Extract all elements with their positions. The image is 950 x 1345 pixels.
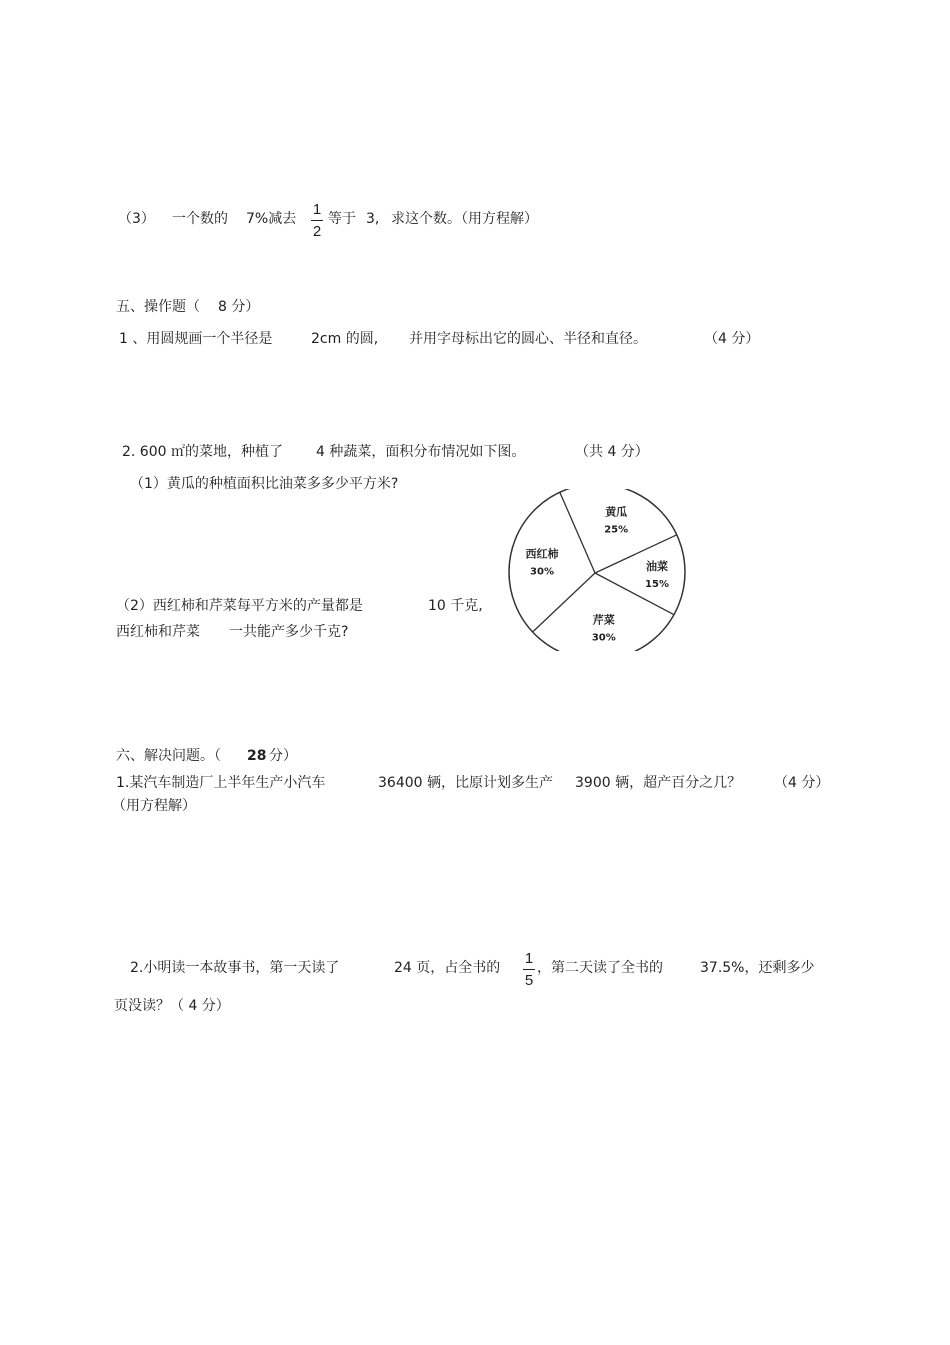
q3-label: （3） [118,211,155,227]
s6-p1-text-1: 1.某汽车制造厂上半年生产小汽车 [116,775,326,791]
q3-text-5: 求这个数。（用方程解） [391,211,538,227]
pie-slice-value-label: 25% [604,524,629,536]
s5-item1-points: （4 分） [704,331,760,347]
q3-fraction-numerator: 1 [312,201,322,218]
s5-item2-points: （共 4 分） [575,444,649,460]
pie-slice-boundary [560,492,595,573]
s5-item1-text-1: 1 、用圆规画一个半径是 [119,331,273,347]
q3-fraction [311,202,323,239]
section5-heading-points: 8 分） [218,299,260,315]
pie-slice-value-label: 30% [591,632,616,644]
s6-p2-fraction [523,951,535,988]
pie-slice-label: 芹菜 [592,613,615,627]
q3-text-2: 7%减去 [246,211,297,227]
s5-item2-text-2: 4 种蔬菜，面积分布情况如下图。 [316,444,526,460]
section5-heading: 五、操作题（ [116,299,200,315]
s5-item1-text-2: 2cm 的圆, [311,331,379,347]
section6-heading-points: 28 [247,748,267,764]
s6-p2-text-1: 2.小明读一本故事书，第一天读了 [130,960,340,976]
fraction-bar [523,969,535,970]
s6-p2-text-3: ，第二天读了全书的 [537,960,663,976]
section6-heading: 六、解决问题。（ [116,748,221,764]
section6-heading-end: 分） [269,748,297,764]
pie-slice-value-label: 30% [530,566,554,578]
fraction-bar [311,220,323,221]
s6-p2-text-4: 37.5%，还剩多少 [700,960,815,976]
s5-item2-text-1: 2. 600 ㎡的菜地，种植了 [122,444,283,460]
q3-text-4: 3, [366,211,380,227]
s5-sub-question-2-text-1: （2）西红柿和芹菜每平方米的产量都是 [116,598,363,614]
s6-p1-points: （4 分） [774,775,830,791]
s5-item1-text-3: 并用字母标出它的圆心、半径和直径。 [409,331,647,347]
pie-slice-value-label: 15% [645,579,669,591]
s6-p2-text-2: 24 页，占全书的 [394,960,501,976]
s5-sub-question-2-text-3: 西红柿和芹菜 [116,624,200,640]
s5-sub-question-1: （1）黄瓜的种植面积比油菜多多少平方米? [130,476,399,492]
q3-text-3: 等于 [328,211,356,227]
s6-p1-method: （用方程解） [112,798,196,814]
pie-slice-label: 黄瓜 [605,505,628,519]
pie-slice-label: 油菜 [646,560,668,574]
pie-slice-label: 西红柿 [525,547,559,561]
s6-p2-text-5: 页没读？（ 4 分） [114,998,230,1014]
s6-p2-fraction-numerator: 1 [524,950,534,967]
s5-sub-question-2-text-4: 一共能产多少千克? [229,624,349,640]
s6-p1-text-3: 3900 辆，超产百分之几？ [575,775,742,791]
s6-p2-fraction-denominator: 5 [524,972,534,989]
s6-p1-text-2: 36400 辆，比原计划多生产 [378,775,553,791]
q3-fraction-denominator: 2 [312,223,322,240]
pie-slice-boundary [533,573,595,632]
vegetable-area-pie-chart [506,489,688,651]
s5-sub-question-2-text-2: 10 千克, [428,598,483,614]
q3-text-1: 一个数的 [172,211,228,227]
